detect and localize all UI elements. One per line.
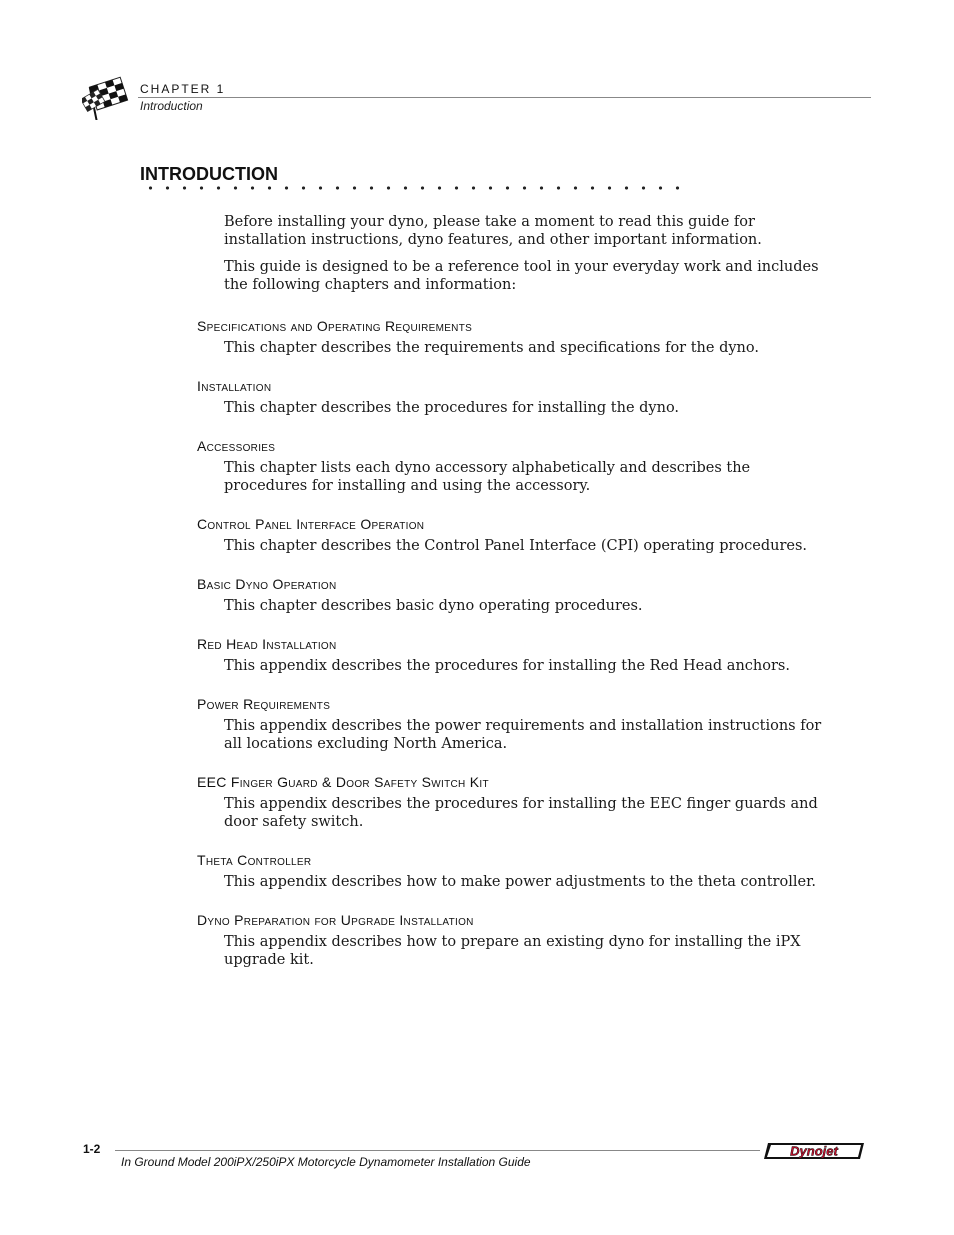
chapter-entry-title: Power Requirements (197, 696, 331, 712)
chapter-entry-title: Red Head Installation (197, 636, 337, 652)
chapter-entry (197, 575, 822, 615)
chapter-entry (197, 851, 822, 891)
chapter-subtitle: Introduction (140, 99, 203, 113)
chapter-entry-title: Basic Dyno Operation (197, 576, 337, 592)
intro-text (224, 213, 819, 303)
intro-paragraph: This guide is designed to be a reference tool in your everyday work and includes the following chapters and information: (224, 259, 819, 293)
chapter-entry-description: This chapter describes the requirements and specifications for the dyno. (224, 340, 759, 356)
dynojet-logo (762, 1141, 866, 1161)
chapter-entry (197, 773, 822, 831)
chapter-entry (197, 695, 822, 753)
chapter-entry (197, 377, 822, 417)
footer-divider (115, 1150, 760, 1151)
chapter-entry (197, 515, 822, 555)
dotted-rule (142, 184, 687, 192)
chapter-entry (197, 437, 822, 495)
chapter-entry-description: This chapter describes the procedures for installing the dyno. (224, 400, 680, 416)
chapter-entry (197, 635, 822, 675)
chapter-entry-title: Specifications and Operating Requirements (197, 318, 473, 334)
chapter-list (197, 317, 822, 989)
chapter-entry-description: This chapter describes basic dyno operating procedures. (224, 598, 643, 614)
chapter-entry-description: This appendix describes the power requirements and installation instructions for all locations excluding North America. (224, 718, 822, 752)
chapter-entry-description: This chapter describes the Control Panel Interface (CPI) operating procedures. (224, 538, 808, 554)
header-divider (138, 97, 871, 98)
chapter-entry-description: This chapter lists each dyno accessory alphabetically and describes the procedures for installing and using the accessory. (224, 460, 751, 494)
chapter-entry-title: EEC Finger Guard & Door Safety Switch Kit (197, 774, 489, 790)
chapter-label: CHAPTER 1 (140, 82, 226, 96)
document-title: In Ground Model 200iPX/250iPX Motorcycle Dynamometer Installation Guide (121, 1155, 531, 1169)
logo-text: Dynojet (790, 1143, 838, 1159)
chapter-entry-title: Dyno Preparation for Upgrade Installation (197, 912, 474, 928)
section-title: INTRODUCTION (140, 164, 278, 184)
chapter-entry-description: This appendix describes how to prepare an existing dyno for installing the iPX upgrade kit. (224, 934, 801, 968)
chapter-entry-description: This appendix describes the procedures for installing the EEC finger guards and door safety switch. (224, 796, 818, 830)
page-number: 1-2 (83, 1142, 101, 1156)
chapter-entry-description: This appendix describes the procedures for installing the Red Head anchors. (224, 658, 790, 674)
chapter-entry-description: This appendix describes how to make power adjustments to the theta controller. (224, 874, 817, 890)
checkered-flag-icon (82, 76, 134, 120)
chapter-entry-title: Installation (197, 378, 272, 394)
chapter-entry-title: Accessories (197, 438, 276, 454)
chapter-entry-title: Theta Controller (197, 852, 312, 868)
chapter-entry (197, 911, 822, 969)
chapter-entry (197, 317, 822, 357)
intro-paragraph: Before installing your dyno, please take a moment to read this guide for installation instructions, dyno features, and other important information. (224, 214, 762, 248)
chapter-entry-title: Control Panel Interface Operation (197, 516, 425, 532)
